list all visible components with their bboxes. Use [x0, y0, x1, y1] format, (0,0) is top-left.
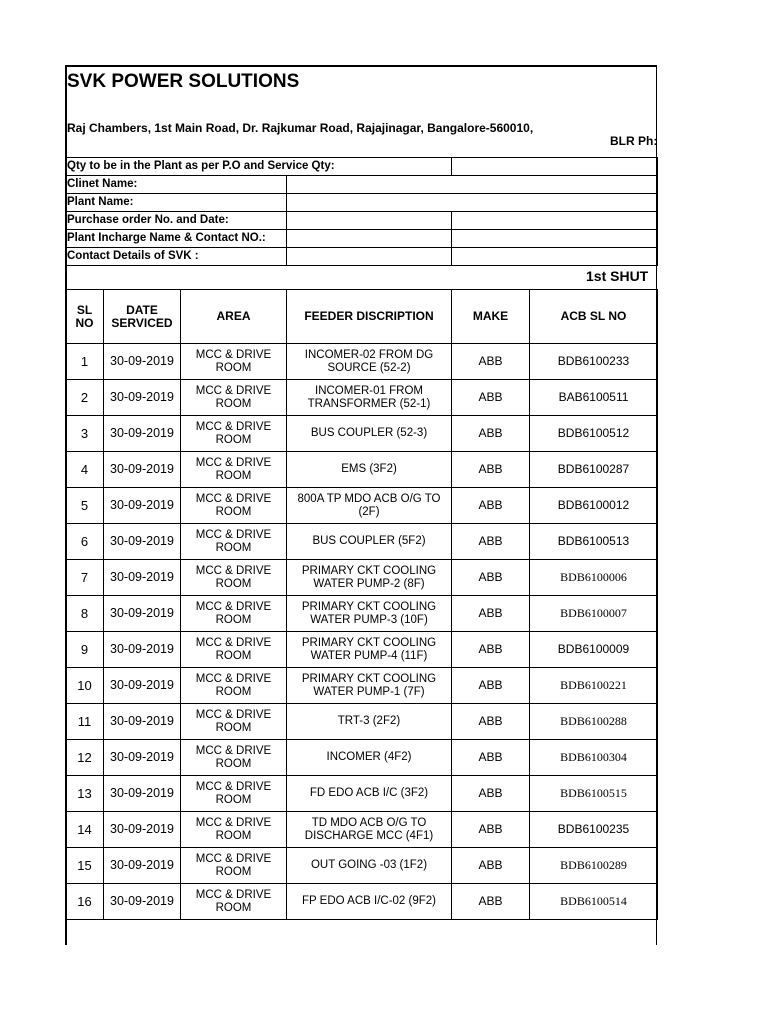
- row-acb-sl-no: BDB6100514: [530, 884, 658, 920]
- row-sl-no: 13: [66, 776, 104, 812]
- row-sl-no: 5: [66, 488, 104, 524]
- row-make: ABB: [452, 740, 530, 776]
- info-value: [287, 194, 658, 212]
- shutdown-title: 1st SHUT: [586, 268, 649, 284]
- info-value-extra: [452, 212, 658, 230]
- row-date: 30-09-2019: [104, 380, 181, 416]
- row-date: 30-09-2019: [104, 884, 181, 920]
- row-area: MCC & DRIVE ROOM: [181, 884, 287, 920]
- info-row: [66, 230, 658, 248]
- info-row: [66, 158, 658, 176]
- row-make: ABB: [452, 704, 530, 740]
- row-sl-no: 6: [66, 524, 104, 560]
- row-area: MCC & DRIVE ROOM: [181, 488, 287, 524]
- sheet-top-border: [65, 65, 657, 67]
- row-area: MCC & DRIVE ROOM: [181, 668, 287, 704]
- table-row: [66, 452, 658, 488]
- info-value: [287, 176, 658, 194]
- row-feeder: INCOMER (4F2): [287, 740, 452, 776]
- company-address: Raj Chambers, 1st Main Road, Dr. Rajkumar Road, Rajajinagar, Bangalore-560010,: [67, 121, 534, 135]
- info-value-extra: [452, 248, 658, 266]
- table-row: [66, 668, 658, 704]
- row-make: ABB: [452, 812, 530, 848]
- row-sl-no: 11: [66, 704, 104, 740]
- table-row: [66, 848, 658, 884]
- row-area: MCC & DRIVE ROOM: [181, 344, 287, 380]
- row-make: ABB: [452, 416, 530, 452]
- service-report-sheet: [65, 65, 765, 945]
- row-sl-no: 7: [66, 560, 104, 596]
- info-label: Qty to be in the Plant as per P.O and Service Qty:: [66, 158, 452, 176]
- row-make: ABB: [452, 560, 530, 596]
- row-make: ABB: [452, 380, 530, 416]
- row-area: MCC & DRIVE ROOM: [181, 632, 287, 668]
- row-feeder: INCOMER-01 FROM TRANSFORMER (52-1): [287, 380, 452, 416]
- row-date: 30-09-2019: [104, 596, 181, 632]
- row-make: ABB: [452, 884, 530, 920]
- table-row: [66, 596, 658, 632]
- row-feeder: INCOMER-02 FROM DG SOURCE (52-2): [287, 344, 452, 380]
- info-table: [65, 157, 658, 266]
- row-sl-no: 1: [66, 344, 104, 380]
- row-sl-no: 3: [66, 416, 104, 452]
- col-header-acb-sl-no: ACB SL NO: [530, 290, 658, 344]
- row-acb-sl-no: BDB6100304: [530, 740, 658, 776]
- row-feeder: 800A TP MDO ACB O/G TO (2F): [287, 488, 452, 524]
- info-row: [66, 176, 658, 194]
- table-row: [66, 524, 658, 560]
- row-area: MCC & DRIVE ROOM: [181, 560, 287, 596]
- row-feeder: PRIMARY CKT COOLING WATER PUMP-4 (11F): [287, 632, 452, 668]
- row-date: 30-09-2019: [104, 740, 181, 776]
- row-make: ABB: [452, 668, 530, 704]
- info-value: [287, 248, 452, 266]
- row-make: ABB: [452, 776, 530, 812]
- col-header-make: MAKE: [452, 290, 530, 344]
- row-area: MCC & DRIVE ROOM: [181, 416, 287, 452]
- row-date: 30-09-2019: [104, 668, 181, 704]
- row-acb-sl-no: BDB6100515: [530, 776, 658, 812]
- row-feeder: TD MDO ACB O/G TO DISCHARGE MCC (4F1): [287, 812, 452, 848]
- row-date: 30-09-2019: [104, 848, 181, 884]
- row-date: 30-09-2019: [104, 560, 181, 596]
- row-feeder: TRT-3 (2F2): [287, 704, 452, 740]
- row-date: 30-09-2019: [104, 632, 181, 668]
- row-feeder: EMS (3F2): [287, 452, 452, 488]
- table-row: [66, 884, 658, 920]
- info-row: [66, 212, 658, 230]
- table-header-row: [66, 290, 658, 344]
- row-acb-sl-no: BDB6100288: [530, 704, 658, 740]
- row-date: 30-09-2019: [104, 344, 181, 380]
- table-row: [66, 380, 658, 416]
- info-value: [452, 158, 658, 176]
- info-value-extra: [452, 230, 658, 248]
- row-make: ABB: [452, 488, 530, 524]
- row-acb-sl-no: BDB6100006: [530, 560, 658, 596]
- table-row: [66, 812, 658, 848]
- info-value: [287, 212, 452, 230]
- col-header-sl-no: SL NO: [66, 290, 104, 344]
- info-row: [66, 248, 658, 266]
- table-row: [66, 740, 658, 776]
- row-make: ABB: [452, 452, 530, 488]
- row-acb-sl-no: BAB6100511: [530, 380, 658, 416]
- row-make: ABB: [452, 632, 530, 668]
- table-row: [66, 632, 658, 668]
- row-area: MCC & DRIVE ROOM: [181, 596, 287, 632]
- info-label: Contact Details of SVK :: [66, 248, 287, 266]
- row-acb-sl-no: BDB6100012: [530, 488, 658, 524]
- row-sl-no: 2: [66, 380, 104, 416]
- info-label: Plant Incharge Name & Contact NO.:: [66, 230, 287, 248]
- row-feeder: BUS COUPLER (52-3): [287, 416, 452, 452]
- row-feeder: FP EDO ACB I/C-02 (9F2): [287, 884, 452, 920]
- info-row: [66, 194, 658, 212]
- row-area: MCC & DRIVE ROOM: [181, 380, 287, 416]
- service-table: [65, 289, 658, 920]
- table-row: [66, 776, 658, 812]
- table-row: [66, 704, 658, 740]
- row-acb-sl-no: BDB6100009: [530, 632, 658, 668]
- col-header-date-serviced: DATE SERVICED: [104, 290, 181, 344]
- info-label: Purchase order No. and Date:: [66, 212, 287, 230]
- row-date: 30-09-2019: [104, 524, 181, 560]
- row-feeder: PRIMARY CKT COOLING WATER PUMP-3 (10F): [287, 596, 452, 632]
- row-make: ABB: [452, 848, 530, 884]
- row-area: MCC & DRIVE ROOM: [181, 740, 287, 776]
- row-acb-sl-no: BDB6100007: [530, 596, 658, 632]
- row-acb-sl-no: BDB6100235: [530, 812, 658, 848]
- row-area: MCC & DRIVE ROOM: [181, 524, 287, 560]
- row-make: ABB: [452, 596, 530, 632]
- row-acb-sl-no: BDB6100233: [530, 344, 658, 380]
- info-label: Clinet Name:: [66, 176, 287, 194]
- table-row: [66, 488, 658, 524]
- row-acb-sl-no: BDB6100289: [530, 848, 658, 884]
- row-date: 30-09-2019: [104, 416, 181, 452]
- row-area: MCC & DRIVE ROOM: [181, 704, 287, 740]
- row-area: MCC & DRIVE ROOM: [181, 812, 287, 848]
- row-acb-sl-no: BDB6100513: [530, 524, 658, 560]
- info-label: Plant Name:: [66, 194, 287, 212]
- col-header-feeder-description: FEEDER DISCRIPTION: [287, 290, 452, 344]
- row-sl-no: 10: [66, 668, 104, 704]
- row-make: ABB: [452, 524, 530, 560]
- row-date: 30-09-2019: [104, 704, 181, 740]
- row-sl-no: 4: [66, 452, 104, 488]
- row-date: 30-09-2019: [104, 812, 181, 848]
- table-row: [66, 416, 658, 452]
- table-row: [66, 344, 658, 380]
- row-feeder: FD EDO ACB I/C (3F2): [287, 776, 452, 812]
- row-make: ABB: [452, 344, 530, 380]
- row-area: MCC & DRIVE ROOM: [181, 452, 287, 488]
- company-name: SVK POWER SOLUTIONS: [67, 71, 300, 92]
- col-header-area: AREA: [181, 290, 287, 344]
- row-feeder: BUS COUPLER (5F2): [287, 524, 452, 560]
- row-acb-sl-no: BDB6100221: [530, 668, 658, 704]
- row-sl-no: 9: [66, 632, 104, 668]
- phone-label: BLR Ph:: [610, 134, 658, 148]
- row-sl-no: 12: [66, 740, 104, 776]
- row-date: 30-09-2019: [104, 776, 181, 812]
- row-acb-sl-no: BDB6100287: [530, 452, 658, 488]
- row-sl-no: 16: [66, 884, 104, 920]
- row-sl-no: 8: [66, 596, 104, 632]
- row-area: MCC & DRIVE ROOM: [181, 776, 287, 812]
- row-feeder: PRIMARY CKT COOLING WATER PUMP-2 (8F): [287, 560, 452, 596]
- row-sl-no: 14: [66, 812, 104, 848]
- row-date: 30-09-2019: [104, 488, 181, 524]
- row-acb-sl-no: BDB6100512: [530, 416, 658, 452]
- row-date: 30-09-2019: [104, 452, 181, 488]
- row-feeder: PRIMARY CKT COOLING WATER PUMP-1 (7F): [287, 668, 452, 704]
- row-feeder: OUT GOING -03 (1F2): [287, 848, 452, 884]
- info-value: [287, 230, 452, 248]
- row-sl-no: 15: [66, 848, 104, 884]
- table-row: [66, 560, 658, 596]
- row-area: MCC & DRIVE ROOM: [181, 848, 287, 884]
